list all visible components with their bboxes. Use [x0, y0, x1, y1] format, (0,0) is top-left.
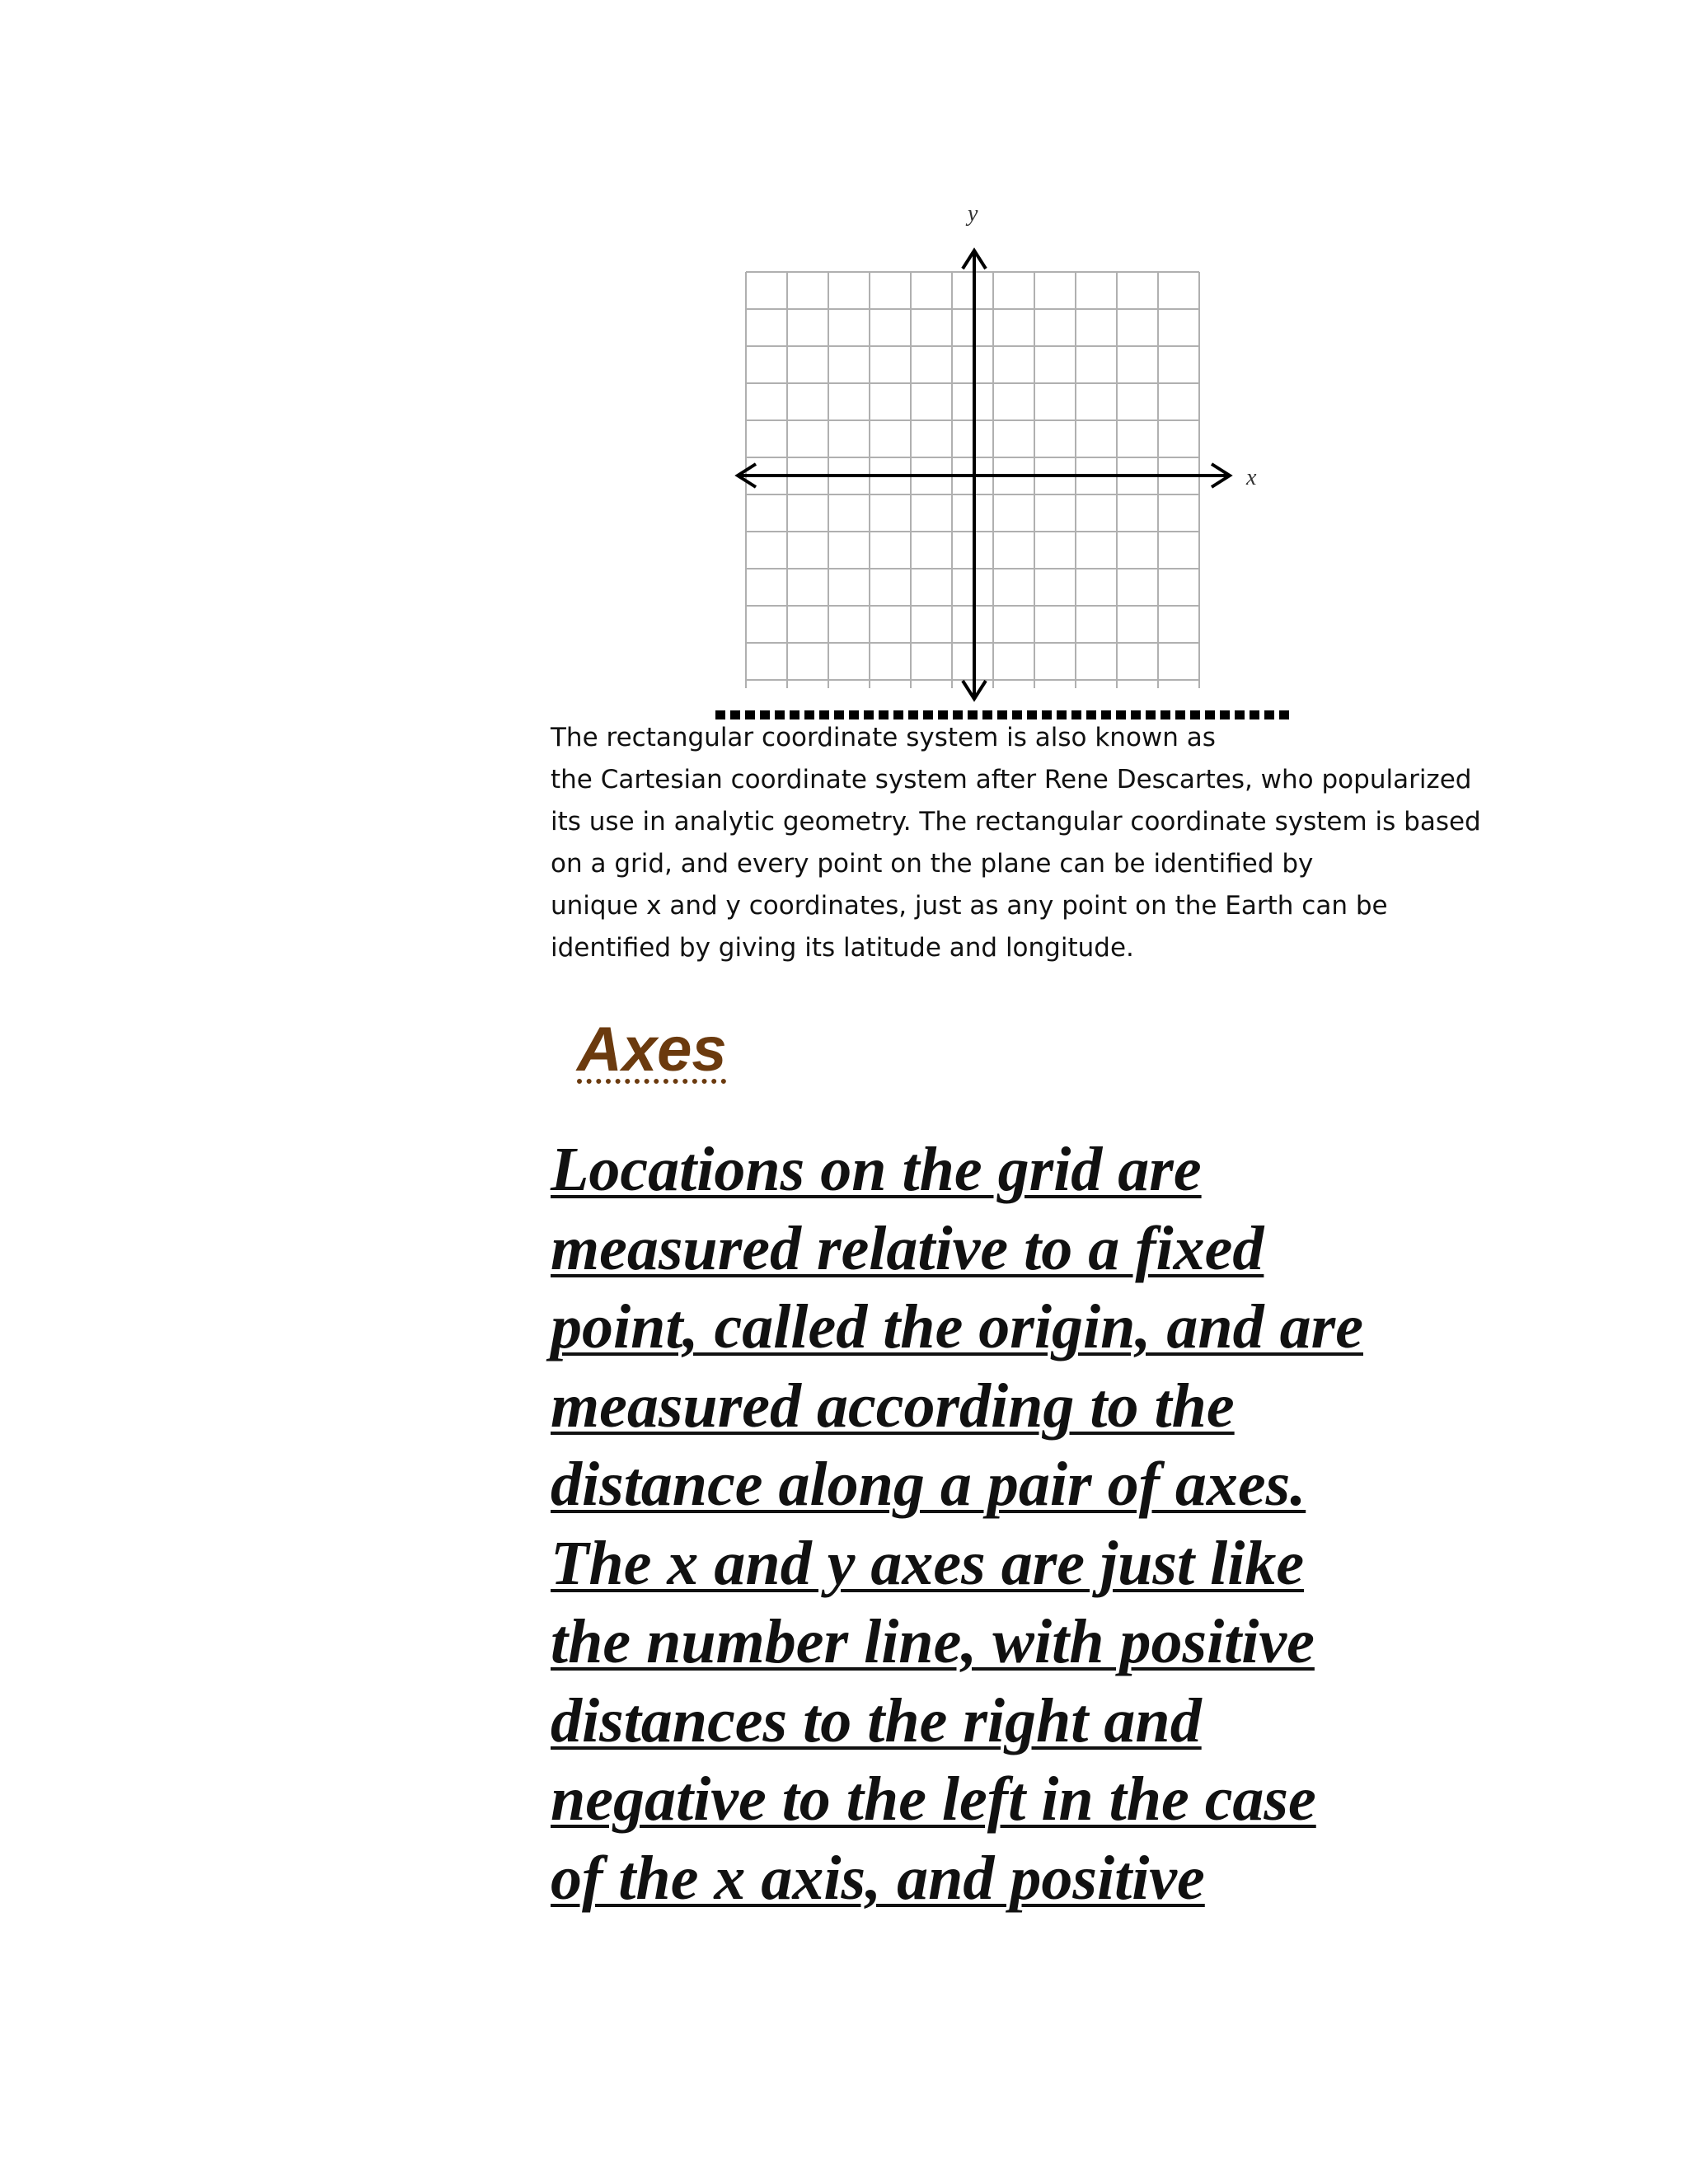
axes-paragraph-line: negative to the left in the case: [551, 1765, 1316, 1834]
coordinate-plane-figure: [709, 198, 1302, 733]
intro-line: unique x and y coordinates, just as any point on the Earth can be: [551, 891, 1388, 921]
axes-paragraph-line: point, called the origin, and are: [551, 1292, 1363, 1361]
y-axis-label: y: [968, 201, 978, 227]
x-axis-label: x: [1246, 465, 1257, 490]
axes-heading: Axes: [577, 1015, 727, 1085]
axes-paragraph-line: The x and y axes are just like: [551, 1528, 1305, 1598]
intro-line: the Cartesian coordinate system after Rene Descartes, who popularized: [551, 765, 1472, 794]
axes-paragraph-line: distances to the right and: [551, 1685, 1202, 1755]
coordinate-plane-svg: [709, 198, 1302, 733]
intro-line: its use in analytic geometry. The rectangular coordinate system is based: [551, 807, 1481, 837]
axes-paragraph-line: measured relative to a fixed: [551, 1213, 1264, 1283]
axes-paragraph-line: Locations on the grid are: [551, 1135, 1202, 1204]
intro-line: The rectangular coordinate system is also known as: [551, 723, 1216, 752]
axes-paragraph-line: the number line, with positive: [551, 1607, 1315, 1676]
axes-paragraph-line: distance along a pair of axes.: [551, 1450, 1306, 1519]
axes-paragraph-line: of the x axis, and positive: [551, 1843, 1205, 1913]
intro-line: identified by giving its latitude and longitude.: [551, 933, 1134, 963]
intro-line: on a grid, and every point on the plane can be identified by: [551, 849, 1314, 879]
intro-paragraph: [551, 717, 1482, 969]
axes-paragraph-line: measured according to the: [551, 1371, 1235, 1441]
axes-paragraph: [551, 1131, 1363, 1918]
